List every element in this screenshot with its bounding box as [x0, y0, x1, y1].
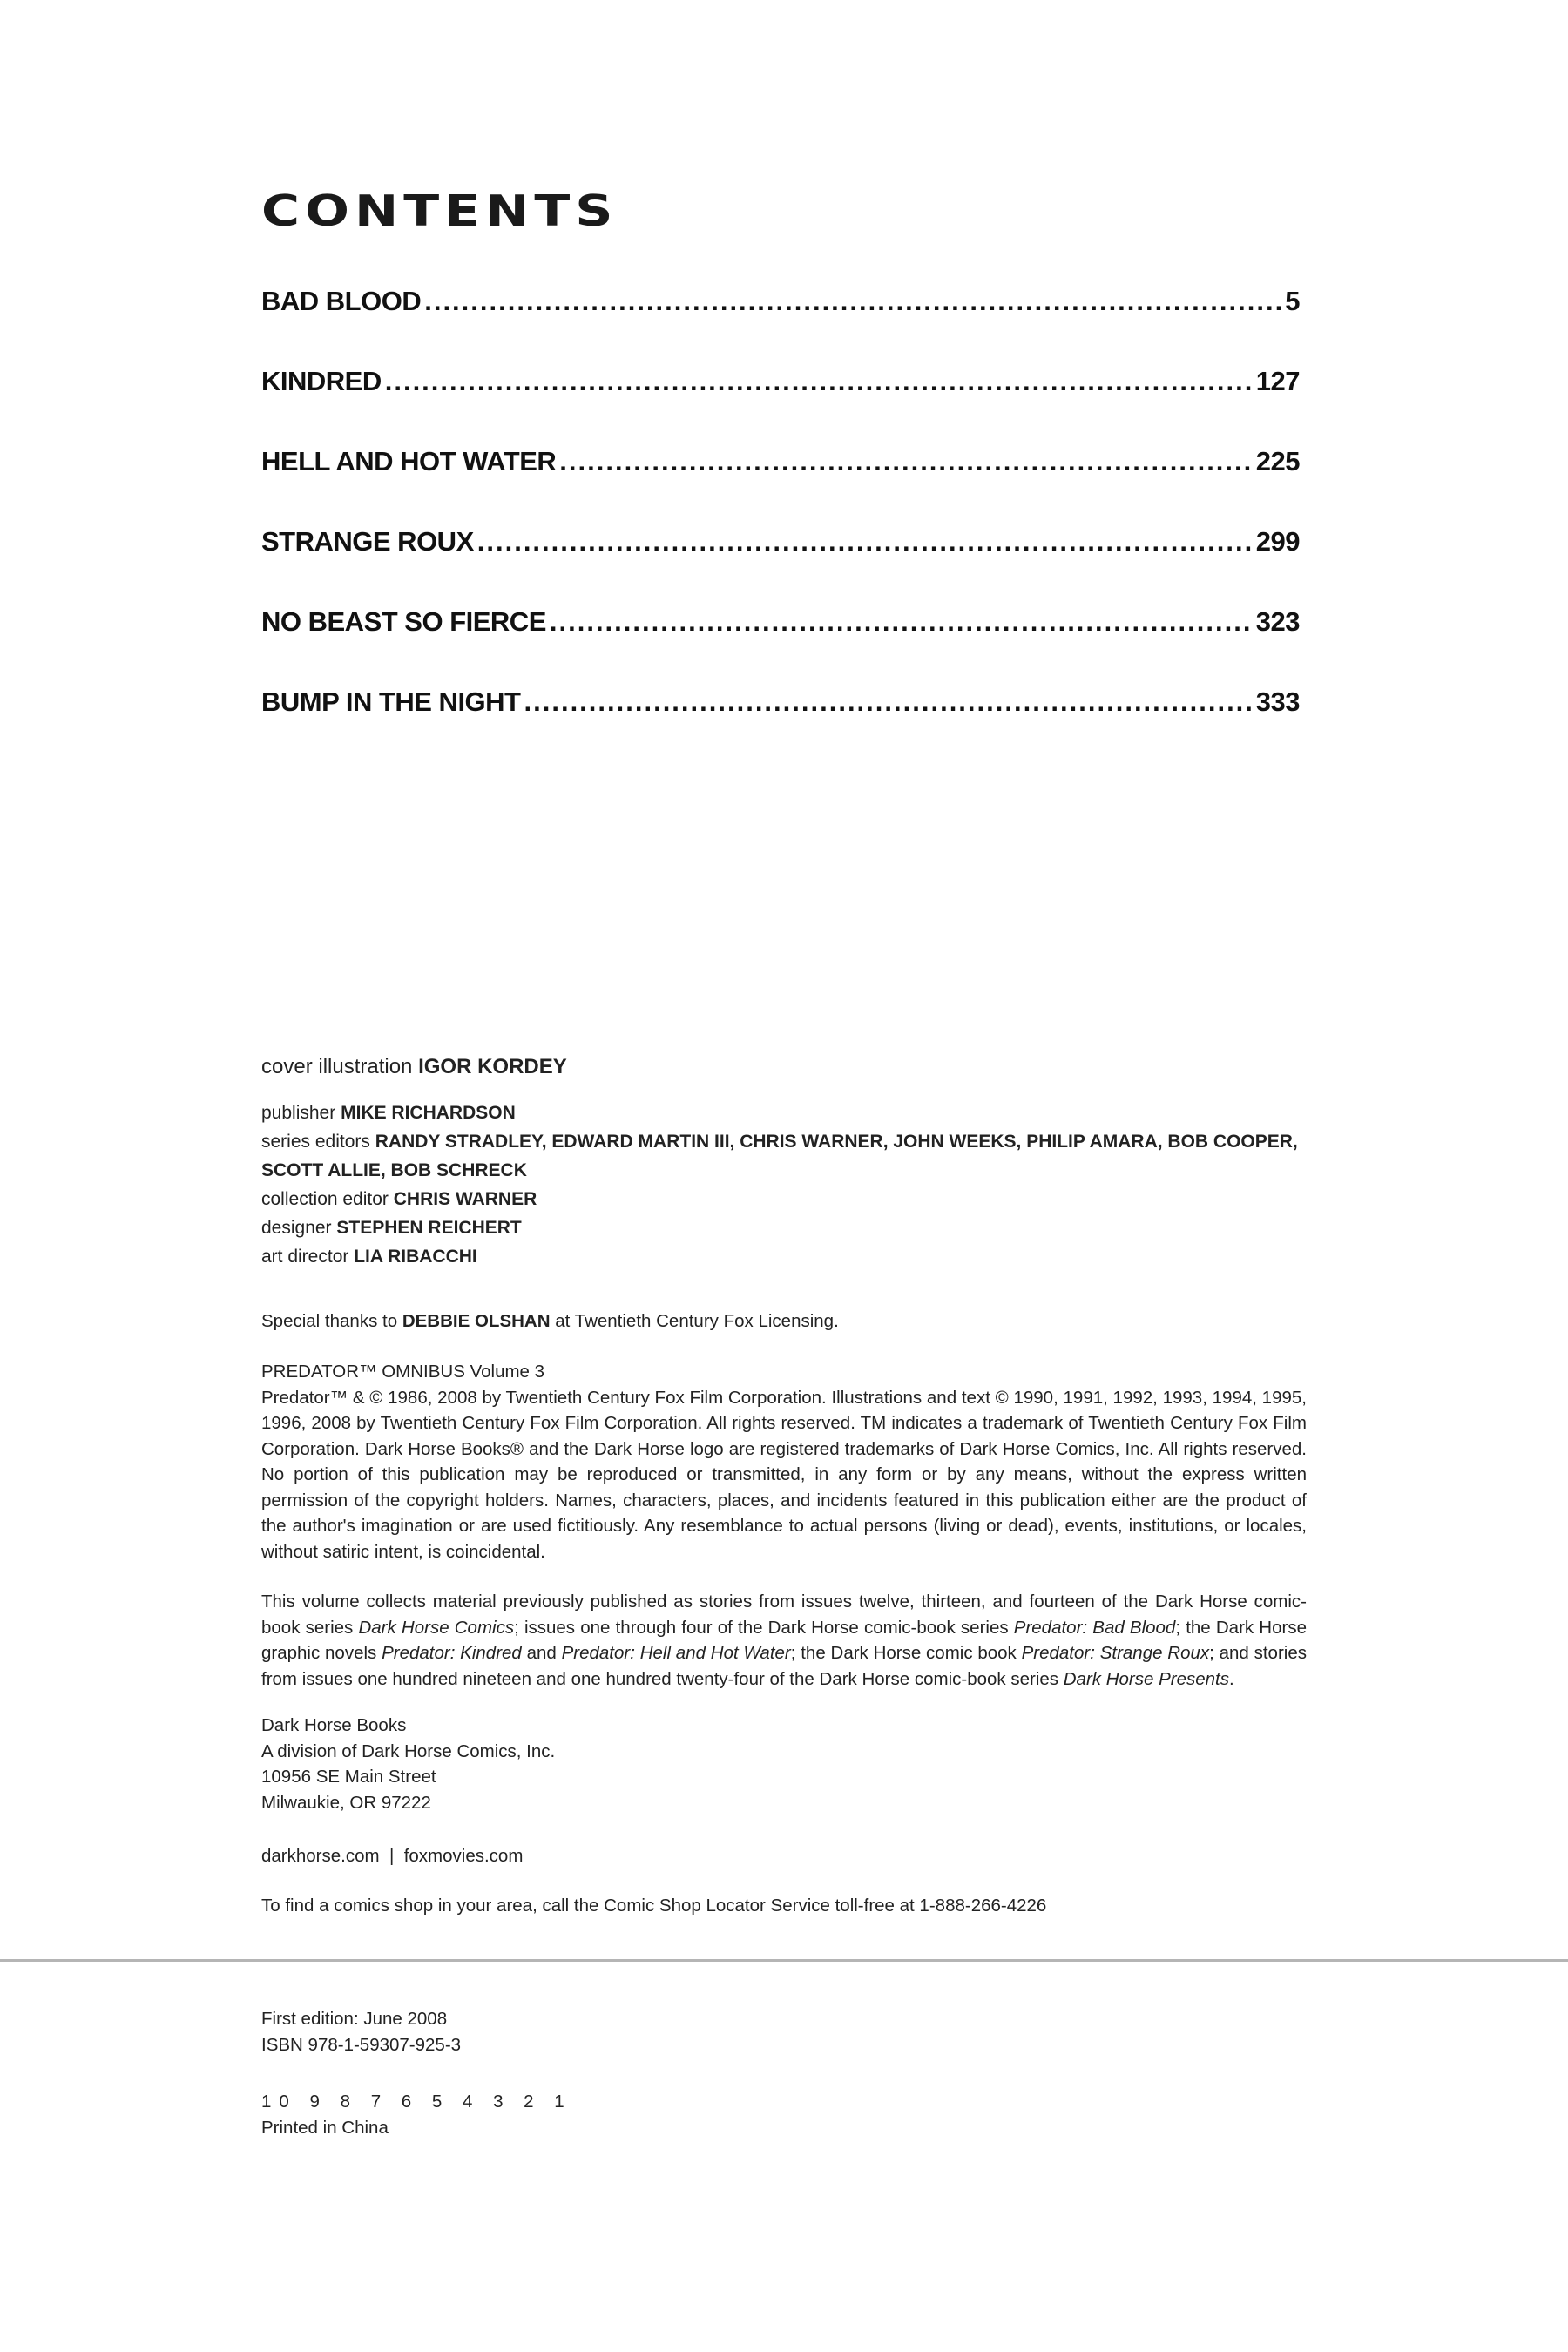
- toc-entry-title: BUMP IN THE NIGHT: [261, 686, 521, 717]
- credits-block: [261, 1052, 1307, 1271]
- collects-text: and: [521, 1643, 562, 1663]
- credit-role: cover illustration: [261, 1055, 413, 1078]
- toc-entry-page: 5: [1285, 286, 1300, 316]
- credit-role: art director: [261, 1247, 349, 1267]
- printed-in: Printed in China: [261, 2117, 389, 2138]
- credit-series-editors: [261, 1127, 1307, 1185]
- first-edition: First edition: June 2008: [261, 2009, 448, 2029]
- toc-leader-dots: [385, 366, 1253, 397]
- toc-entry-page: 333: [1255, 686, 1300, 717]
- website-links: darkhorse.com | foxmovies.com: [261, 1846, 524, 1866]
- credit-role: designer: [261, 1218, 332, 1238]
- toc-leader-dots: [477, 526, 1253, 558]
- collects-notice: [261, 1589, 1307, 1692]
- toc-entry: [261, 526, 1300, 606]
- collects-text: ; and stories from issues one hundred nineteen and one hundred twenty-four of the Dark Horse comic-book series: [261, 1643, 1307, 1689]
- isbn: ISBN 978-1-59307-925-3: [261, 2034, 462, 2055]
- toc-entry-title: NO BEAST SO FIERCE: [261, 606, 546, 637]
- toc-entry-title: KINDRED: [261, 366, 382, 396]
- special-thanks: [261, 1308, 1307, 1335]
- credit-name: STEPHEN REICHERT: [336, 1218, 522, 1238]
- toc-leader-dots: [524, 686, 1253, 718]
- toc-entry: [261, 366, 1300, 446]
- credit-cover: [261, 1052, 1307, 1081]
- collects-text: .: [1229, 1668, 1234, 1689]
- credit-collection-editor: [261, 1185, 1307, 1213]
- credit-name: LIA RIBACCHI: [354, 1247, 477, 1267]
- collects-series-title: Predator: Kindred: [382, 1643, 522, 1663]
- toc-entry: [261, 286, 1300, 366]
- toc-entry-title: STRANGE ROUX: [261, 526, 474, 557]
- credit-designer: [261, 1213, 1307, 1242]
- collects-series-title: Predator: Strange Roux: [1021, 1643, 1210, 1663]
- collects-series-title: Dark Horse Comics: [358, 1617, 515, 1638]
- credit-name: CHRIS WARNER: [393, 1189, 537, 1209]
- credit-role: publisher: [261, 1103, 336, 1123]
- credit-name: IGOR KORDEY: [418, 1055, 567, 1078]
- thanks-suffix: at Twentieth Century Fox Licensing.: [555, 1311, 839, 1331]
- toc-entry: [261, 606, 1300, 686]
- address-line: 10956 SE Main Street: [261, 1767, 436, 1787]
- collects-text: ; the Dark Horse graphic novels: [261, 1617, 1307, 1663]
- comic-shop-locator: To find a comics shop in your area, call the Comic Shop Locator Service toll-free at 1-888-266-4226: [261, 1896, 1047, 1916]
- legal-title: PREDATOR™ OMNIBUS Volume 3: [261, 1362, 545, 1382]
- credit-art-director: [261, 1242, 1307, 1271]
- collects-series-title: Dark Horse Presents: [1063, 1668, 1229, 1689]
- collects-text: ; the Dark Horse comic book: [790, 1643, 1022, 1663]
- collects-series-title: Predator: Bad Blood: [1013, 1617, 1176, 1638]
- credit-name: RANDY STRADLEY, EDWARD MARTIN III, CHRIS WARNER, JOHN WEEKS, PHILIP AMARA, BOB COOPER, SCOTT ALLIE, BOB SCHRECK: [261, 1132, 1298, 1180]
- toc-entry-page: 323: [1255, 606, 1300, 637]
- printing-info: [261, 2089, 1307, 2140]
- toc-entry-page: 299: [1255, 526, 1300, 557]
- thanks-name: DEBBIE OLSHAN: [402, 1311, 551, 1331]
- address-line: Milwaukie, OR 97222: [261, 1792, 431, 1813]
- toc-entry-title: BAD BLOOD: [261, 286, 422, 316]
- toc-entry: [261, 446, 1300, 526]
- toc-entry: [261, 686, 1300, 767]
- collects-series-title: Predator: Hell and Hot Water: [561, 1643, 791, 1663]
- collects-text: ; issues one through four of the Dark Horse comic-book series: [514, 1617, 1014, 1638]
- toc-leader-dots: [424, 286, 1281, 317]
- toc-entry-title: HELL AND HOT WATER: [261, 446, 557, 476]
- credit-name: MIKE RICHARDSON: [341, 1103, 516, 1123]
- divider-rule: [0, 1959, 1568, 1962]
- address-line: A division of Dark Horse Comics, Inc.: [261, 1740, 556, 1761]
- table-of-contents: [261, 286, 1300, 767]
- credit-role: collection editor: [261, 1189, 389, 1209]
- contents-heading: CONTENTS: [261, 186, 618, 237]
- toc-entry-page: 127: [1255, 366, 1300, 396]
- collects-text: This volume collects material previously published as stories from issues twelve, thirteen, and fourteen of the Dark Horse comic-book series: [261, 1592, 1307, 1638]
- publisher-address: [261, 1713, 1307, 1815]
- legal-notice: [261, 1359, 1307, 1565]
- legal-body: Predator™ & © 1986, 2008 by Twentieth Century Fox Film Corporation. Illustrations and text © 1990, 1991, 1992, 1993, 1994, 1995, 1996, 2008 by Twentieth Century Fox Film Corporation. All rights reserved. TM indicates a trademark of Twentieth Century Fox Film Corporation. Dark Horse Books® and the Dark Horse logo are registered trademarks of Dark Horse Comics, Inc. All rights reserved. No portion of this publication may be reproduced or transmitted, in any form or by any means, without the express written permission of the copyright holders. Names, characters, places, and incidents featured in this publication either are the product of the author's imagination or are used fictitiously. Any resemblance to actual persons (living or dead), events, institutions, or locales, without satiric intent, is coincidental.: [261, 1387, 1307, 1562]
- printer-key: 10 9 8 7 6 5 4 3 2 1: [261, 2092, 572, 2112]
- toc-leader-dots: [550, 606, 1253, 638]
- thanks-prefix: Special thanks to: [261, 1311, 398, 1331]
- toc-leader-dots: [559, 446, 1252, 477]
- edition-info: [261, 2006, 1307, 2058]
- toc-entry-page: 225: [1255, 446, 1300, 476]
- address-line: Dark Horse Books: [261, 1715, 407, 1735]
- credit-publisher: [261, 1098, 1307, 1127]
- credit-role: series editors: [261, 1132, 370, 1152]
